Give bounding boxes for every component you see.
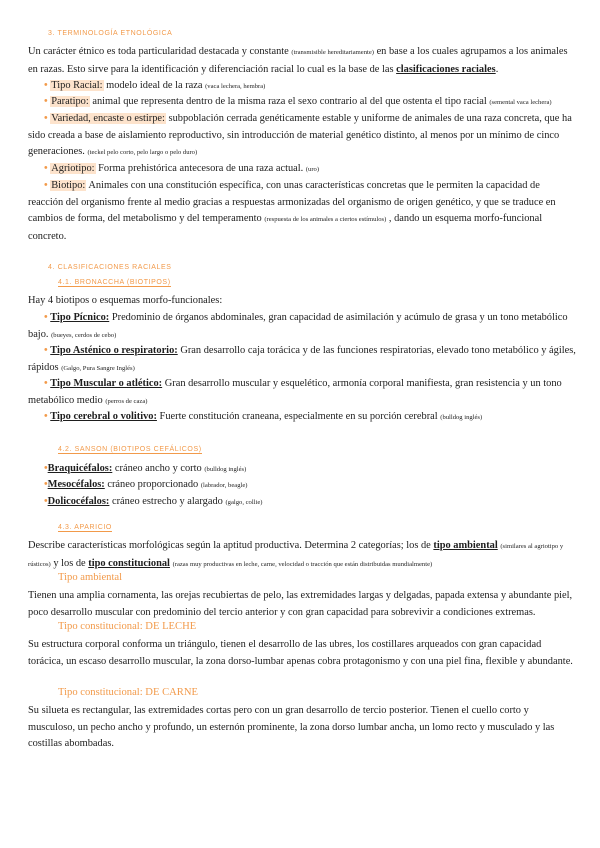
cefalo-dolico: •Dolicocéfalos: cráneo estrecho y alargado (galgo, collie): [44, 496, 263, 507]
subheading-4-1: 4.1. BRONACCHA (BIOTIPOS): [58, 279, 171, 286]
section-heading-4: 4. CLASIFICACIONES RACIALES: [48, 264, 172, 271]
term-variedad: • Variedad, encaste o estirpe: subpoblación cerrada genéticamente estable y uniforme de animales de una raza concreta, que ha sido creada a base de aislamiento reproductivo, sin introducción de material genético distinto, al menos por un mínimo de cinco generaciones. (teckel pelo corto, pelo largo o pelo duro): [28, 113, 572, 158]
s4-intro: Hay 4 biotipos o esquemas morfo-funcionales:: [28, 295, 223, 306]
term-agriotipo: • Agriotipo: Forma prehistórica antecesora de una raza actual. (uro): [44, 163, 320, 174]
s3-intro: Un carácter étnico es toda particularidad destacada y constante (transmisible hereditariamente) en base a los cuales agrupamos a los animales en razas. Esto sirve para la identificación y diferenciación racial lo cual es la base de las clasificaciones raciales.: [28, 46, 568, 75]
heading-tipo-leche: Tipo constitucional: DE LECHE: [58, 621, 197, 632]
aparicio-intro: Describe características morfológicas según la aptitud productiva. Determina 2 categorías; los de tipo ambiental (similares al agriotipo y rústicos) y los de tipo constitucional (razas muy productivas en leche, carne, velocidad o tracción que están distribuidas mundialmente): [28, 540, 564, 569]
term-tipo-racial: • Tipo Racial: modelo ideal de la raza (vaca lechera, hembra): [44, 80, 266, 91]
text-tipo-carne: Su silueta es rectangular, las extremidades cortas pero con un gran desarrollo de tercio posterior. Tienen el cuello corto y musculoso, un pecho ancho y profundo, un esternón prominente, la zona dorso lumbar ancha, un lomo recto y musculado y las costillas abombadas.: [28, 705, 555, 750]
biotipo-cerebral: • Tipo cerebral o volitivo: Fuerte constitución craneana, especialmente en su porción cerebral (bulldog inglés): [44, 411, 483, 422]
text-tipo-leche: Su estructura corporal conforma un triángulo, tienen el desarrollo de las ubres, los costillares arqueados con gran capacidad torácica, un escaso desarrollo muscular, la zona dorso-lumbar apenas cobra protagonismo y con una piel fina, flexible y abundante.: [28, 639, 573, 667]
cefalo-meso: •Mesocéfalos: cráneo proporcionado (labrador, beagle): [44, 479, 248, 490]
section-heading-3: 3. TERMINOLOGÍA ETNOLÓGICA: [48, 30, 173, 37]
biotipo-picnico: • Tipo Pícnico: Predominio de órganos abdominales, gran capacidad de asimilación y acúmulo de grasa y un tono metabólico bajo. (bueyes, cerdos de cebo): [28, 312, 568, 340]
text-tipo-ambiental: Tienen una amplia cornamenta, las orejas recubiertas de pelo, las extremidades largas y delgadas, papada extensa y abundante piel, poco desarrollo muscular con predominio del tercio anterior y con gran capacidad para sobrevivir a condiciones extremas.: [28, 590, 573, 618]
term-paratipo: • Paratipo: animal que representa dentro de la misma raza el sexo contrario al del que ostenta el tipo racial (semental vaca lechera): [44, 96, 552, 107]
heading-tipo-carne: Tipo constitucional: DE CARNE: [58, 687, 198, 698]
biotipo-muscular: • Tipo Muscular o atlético: Gran desarrollo muscular y esquelético, armonía corporal manifiesta, gran resistencia y un tono metabólico medio (perros de caza): [28, 378, 562, 406]
subheading-4-2: 4.2. SANSON (BIOTIPOS CEFÁLICOS): [58, 446, 202, 453]
term-biotipo: • Biotipo: Animales con una constitución específica, con unas características concretas que le permiten la capacidad de reacción del organismo frente al medio gracias a respuestas armonizadas del organismo de origen genético, y que se traduce en cambios de forma, del metabolismo y del temperamento (respuesta de los animales a ciertos estímulos) , dando un esquema morfo-funcional concreto.: [28, 180, 556, 242]
heading-tipo-ambiental: Tipo ambiental: [58, 572, 123, 583]
cefalo-braqui: •Braquicéfalos: cráneo ancho y corto (bulldog inglés): [44, 463, 247, 474]
clasificaciones-raciales-link[interactable]: clasificaciones raciales: [396, 63, 496, 75]
subheading-4-3: 4.3. APARICIO: [58, 524, 112, 531]
biotipo-astenico: • Tipo Asténico o respiratorio: Gran desarrollo caja torácica y de las funciones respiratorias, elevado tono metabólico y ágiles, rápidos (Galgo, Pura Sangre Inglés): [28, 345, 576, 373]
